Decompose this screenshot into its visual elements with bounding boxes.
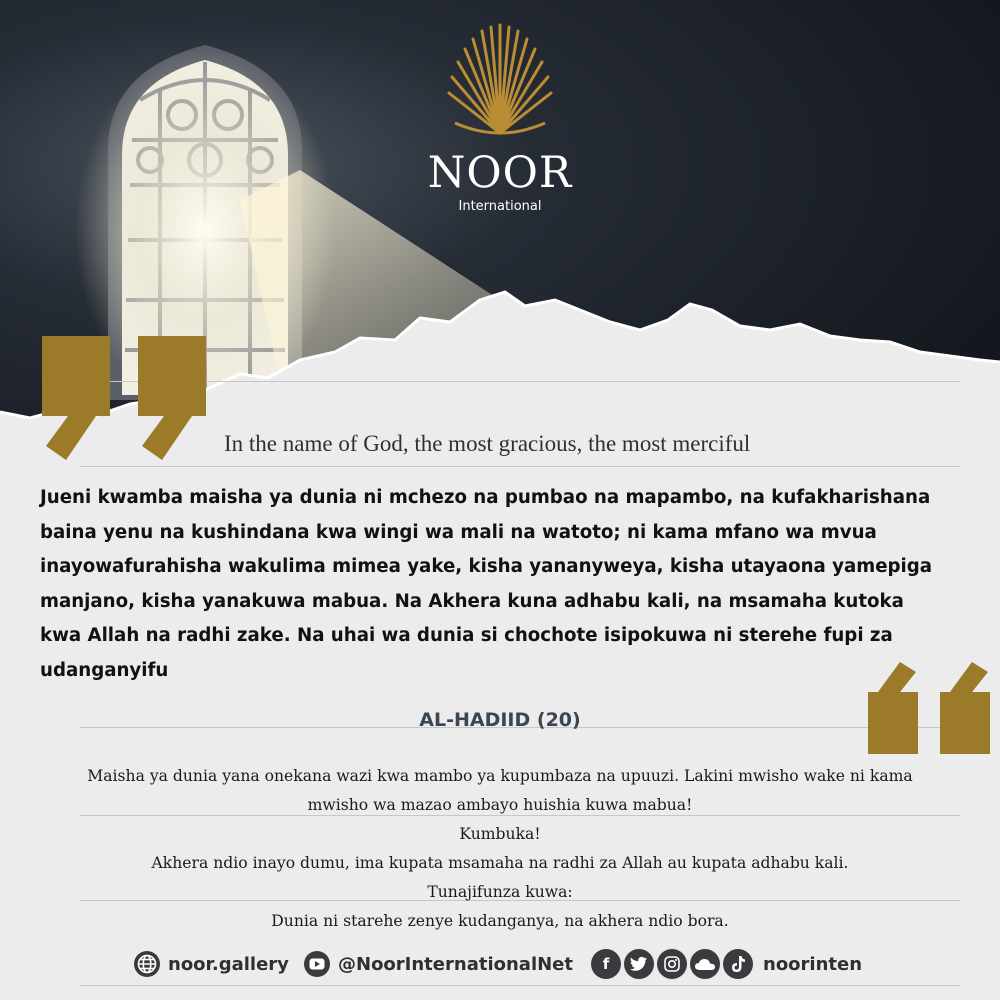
verse-line: manjano, kisha yanakuwa mabua. Na Akhera kuna adhabu kali, na msamaha kutoka [40,590,904,612]
reflection-line: Kumbuka! [459,825,541,843]
reflection-line: Akhera ndio inayo dumu, ima kupata msamaha na radhi za Allah au kupata adhabu kali. [151,854,849,872]
reflection-line: mwisho wa mazao ambayo huishia kuwa mabua! [307,796,693,814]
reflection-text [20,762,980,936]
verse-line: inayowafurahisha wakulima mimea yake, kisha yananyweya, kisha utayaona yamepiga [40,556,933,577]
facebook-icon[interactable]: f [591,949,621,979]
twitter-icon[interactable] [624,949,654,979]
verse-reference: AL-HADIID (20) [419,709,581,731]
verse-line: udanganyifu [40,659,169,681]
soundcloud-icon[interactable] [690,949,720,979]
verse-text [40,481,990,688]
website-link[interactable] [132,946,289,982]
youtube-icon [302,949,332,979]
instagram-icon[interactable] [657,949,687,979]
bismillah-text: In the name of God, the most gracious, the most merciful [224,431,751,456]
globe-icon [132,949,162,979]
verse-line: Jueni kwamba maisha ya dunia ni mchezo na pumbao na mapambo, na kufakharishana [40,487,931,508]
youtube-handle: @NoorInternationalNet [338,953,573,975]
reflection-line: Tunajifunza kuwa: [427,883,573,901]
open-quote-icon [38,336,208,464]
reflection-line: Maisha ya dunia yana onekana wazi kwa mambo ya kupumbaza na upuuzi. Lakini mwisho wake ni kama [87,767,913,785]
website-text: noor.gallery [168,953,289,975]
verse-line: baina yenu na kushindana kwa wingi wa mali na watoto; ni kama mfano wa mvua [40,521,877,543]
social-icons [591,946,862,982]
verse-line: kwa Allah na radhi zake. Na uhai wa dunia si chochote isipokuwa ni sterehe fupi za [40,625,893,646]
ruled-line [80,466,960,467]
footer [132,946,872,986]
reflection-line: Dunia ni starehe zenye kudanganya, na akhera ndio bora. [271,912,729,930]
social-handle: noorinten [763,953,863,975]
sunburst-logo-icon [445,15,555,140]
brand-name: NOOR [427,148,573,198]
noor-logo [420,10,580,220]
brand-subtitle: International [458,199,542,214]
ruled-line [80,381,960,382]
tiktok-icon[interactable] [723,949,753,979]
youtube-link[interactable] [302,946,573,982]
